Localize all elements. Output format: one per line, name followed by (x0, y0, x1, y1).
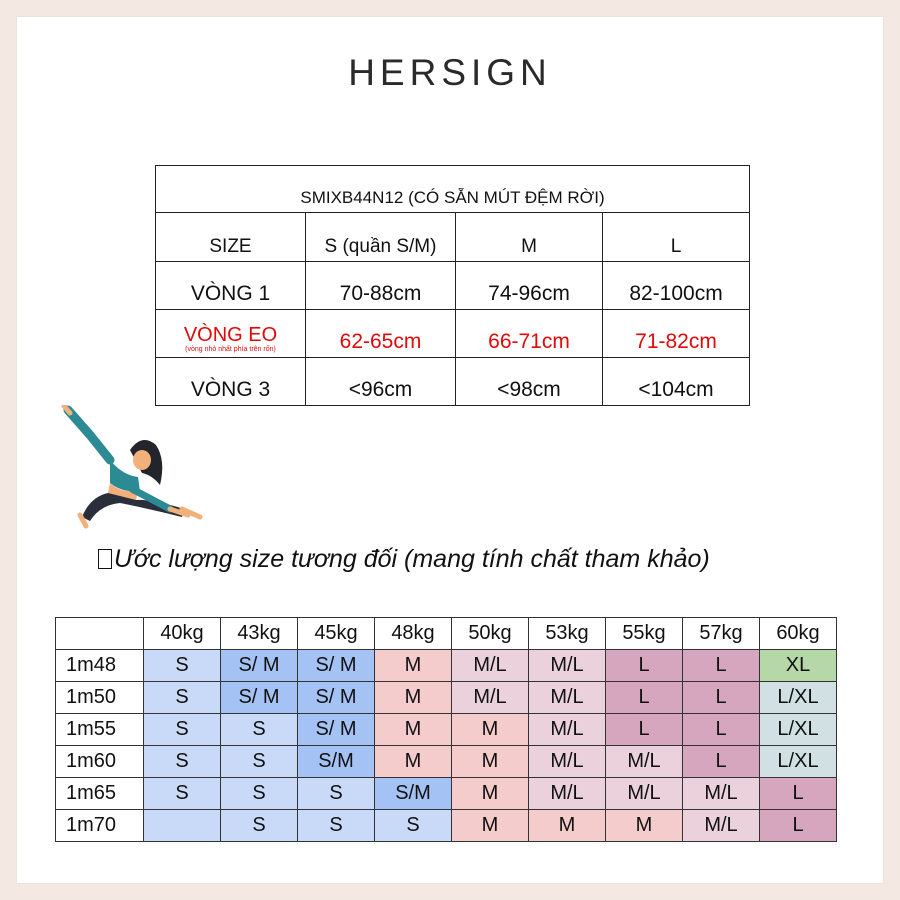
size-cell: M (452, 714, 529, 746)
vong3-l: <104cm (603, 358, 750, 406)
grid-row (56, 778, 837, 810)
header-m: M (456, 213, 603, 262)
size-cell: L/XL (760, 746, 837, 778)
vong-eo-l: 71-82cm (603, 310, 750, 358)
size-cell: L (760, 810, 837, 842)
vong1-m: 74-96cm (456, 262, 603, 310)
vong1-s: 70-88cm (306, 262, 456, 310)
size-cell: L (683, 682, 760, 714)
size-cell: M (375, 746, 452, 778)
size-cell: M/L (529, 650, 606, 682)
vong-eo-label: VÒNG EO (183, 324, 278, 346)
size-cell: M/L (529, 746, 606, 778)
size-cell: M (452, 778, 529, 810)
height-label: 1m70 (56, 810, 144, 842)
vong-eo-s: 62-65cm (306, 310, 456, 358)
grid-row (56, 746, 837, 778)
vong-eo-note: (vòng nhỏ nhất phía trên rốn) (185, 346, 276, 353)
height-label: 1m60 (56, 746, 144, 778)
vong3-m: <98cm (456, 358, 603, 406)
weight-header: 57kg (683, 618, 760, 650)
height-label: 1m48 (56, 650, 144, 682)
weight-header: 40kg (144, 618, 221, 650)
size-cell: M (375, 714, 452, 746)
vong3-s: <96cm (306, 358, 456, 406)
size-cell: S/M (298, 746, 375, 778)
size-cell (144, 810, 221, 842)
size-cell: M/L (683, 810, 760, 842)
weight-header: 48kg (375, 618, 452, 650)
size-cell: M (606, 810, 683, 842)
size-cell: L (606, 682, 683, 714)
weight-header: 53kg (529, 618, 606, 650)
size-cell: XL (760, 650, 837, 682)
size-spec-table (155, 165, 750, 406)
grid-corner (56, 618, 144, 650)
size-cell: M/L (606, 746, 683, 778)
subtitle-text: Ước lượng size tương đối (mang tính chất tham khảo) (114, 545, 710, 573)
size-cell: M (529, 810, 606, 842)
size-cell: S (144, 682, 221, 714)
size-cell: M/L (529, 714, 606, 746)
size-cell: L (683, 650, 760, 682)
size-cell: M (452, 810, 529, 842)
size-cell: M/L (529, 778, 606, 810)
grid-row (56, 810, 837, 842)
row-label-vong-eo (156, 310, 306, 358)
size-estimate-subtitle (98, 545, 818, 574)
product-code-title: SMIXB44N12 (CÓ SẴN MÚT ĐỆM RỜI) (156, 166, 750, 213)
size-cell: M/L (606, 778, 683, 810)
size-cell: S/ M (221, 682, 298, 714)
yoga-woman-illustration (60, 405, 210, 530)
height-label: 1m50 (56, 682, 144, 714)
size-cell: S (144, 650, 221, 682)
size-cell: L/XL (760, 714, 837, 746)
size-cell: S (221, 778, 298, 810)
size-cell: S (144, 714, 221, 746)
size-cell: L/XL (760, 682, 837, 714)
grid-row (56, 650, 837, 682)
row-label-vong3: VÒNG 3 (156, 358, 306, 406)
header-s: S (quần S/M) (306, 213, 456, 262)
size-cell: S/M (375, 778, 452, 810)
size-cell: S (221, 810, 298, 842)
weight-header: 55kg (606, 618, 683, 650)
weight-header: 43kg (221, 618, 298, 650)
size-cell: M/L (683, 778, 760, 810)
size-cell: S (298, 810, 375, 842)
size-cell: S/ M (298, 714, 375, 746)
box-icon (98, 549, 112, 569)
size-cell: S/ M (298, 682, 375, 714)
size-cell: S (144, 746, 221, 778)
size-cell: S/ M (221, 650, 298, 682)
height-weight-size-grid (55, 617, 837, 842)
size-cell: M/L (529, 682, 606, 714)
weight-header: 60kg (760, 618, 837, 650)
size-cell: L (683, 714, 760, 746)
size-cell: L (606, 650, 683, 682)
grid-row (56, 682, 837, 714)
size-cell: L (760, 778, 837, 810)
size-cell: S (221, 746, 298, 778)
height-label: 1m65 (56, 778, 144, 810)
header-l: L (603, 213, 750, 262)
size-cell: S (144, 778, 221, 810)
height-label: 1m55 (56, 714, 144, 746)
size-cell: L (683, 746, 760, 778)
size-cell: S (221, 714, 298, 746)
size-cell: M/L (452, 682, 529, 714)
size-cell: S (298, 778, 375, 810)
size-cell: L (606, 714, 683, 746)
weight-header: 50kg (452, 618, 529, 650)
brand-logo: HERSIGN (348, 52, 552, 93)
size-cell: S/ M (298, 650, 375, 682)
vong1-l: 82-100cm (603, 262, 750, 310)
size-cell: M (375, 682, 452, 714)
weight-header: 45kg (298, 618, 375, 650)
vong-eo-m: 66-71cm (456, 310, 603, 358)
size-cell: S (375, 810, 452, 842)
header-size: SIZE (156, 213, 306, 262)
size-cell: M (375, 650, 452, 682)
grid-row (56, 714, 837, 746)
size-cell: M/L (452, 650, 529, 682)
size-cell: M (452, 746, 529, 778)
row-label-vong1: VÒNG 1 (156, 262, 306, 310)
